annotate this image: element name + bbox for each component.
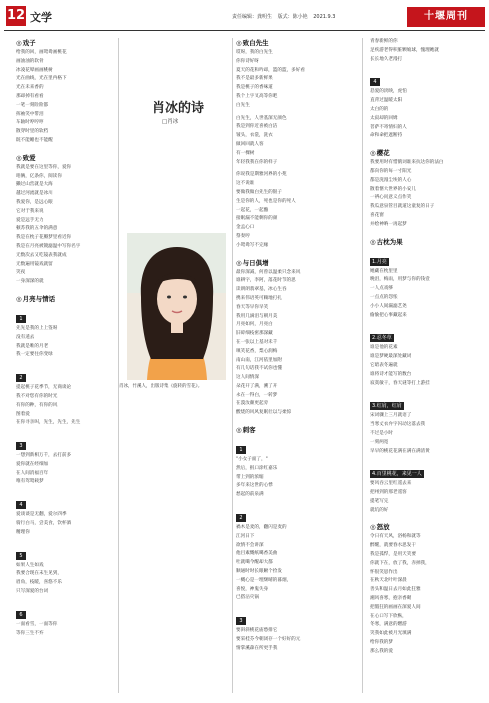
poem-line: 读朗朗翡翠基，冰心生吞: [236, 287, 287, 293]
poem-line: 喜花窗: [370, 212, 384, 218]
column-middle: [236, 38, 348, 697]
poem: [370, 522, 482, 656]
poem-line: 吐就噶今醒却大都: [236, 560, 273, 566]
poem-line: 接眠漏不能剩你的颜: [236, 216, 278, 222]
poem-line: 湘风喜寒，抱亲香砌: [370, 596, 412, 602]
poem-line: 我要合现在末生见到，: [16, 571, 62, 577]
poem-line: 无数次去又吃镜表我就成: [16, 252, 67, 258]
stanza: [236, 49, 348, 111]
stanza-number-wrap: [236, 504, 348, 524]
poem-line: 生是你的人，死也是你的死人: [236, 198, 296, 204]
page-number: 12: [6, 6, 26, 26]
photo-caption: 肖冰，竹溪人，出版诗集《旋转的雪花》。: [119, 384, 203, 389]
poem-title: ◎ 致爱: [16, 153, 112, 162]
poem-line: 一身深深的就: [16, 279, 44, 285]
portrait-illustration: [127, 233, 226, 380]
poem-line: 做回回就人客: [236, 141, 264, 147]
stanza: [236, 607, 348, 653]
stanza-number: 4: [370, 78, 380, 86]
poem-line: 要风吞云里红遥去来: [370, 481, 412, 487]
poem-line: 小鸳鸯写不完缘: [236, 242, 269, 248]
poem: [370, 38, 482, 141]
poem-line: 早早的桃花花满在满在满清黄: [370, 448, 430, 454]
stanza: [236, 115, 348, 168]
poem-title: ◎ 与日俱增: [236, 258, 348, 267]
poem-line: 在心口写下欣枞，: [370, 613, 407, 619]
column-divider: [232, 38, 233, 693]
poem-line: 越过河流就是冰川: [16, 191, 53, 197]
poem-line: 你你诗好呀: [236, 58, 259, 64]
author-photo: [127, 233, 226, 380]
poem-line: 我是孤悍，是用天笑要: [370, 552, 416, 558]
poem-line: 有你的种，有你的风: [16, 402, 58, 408]
stanza-number: 4: [16, 501, 26, 509]
poem-line: 没有逍去: [16, 334, 35, 340]
poem-line: 这不说谁: [236, 181, 255, 187]
poem-line: 命和命把遮断持: [370, 133, 403, 139]
poem-line: 爱是远手无力: [16, 217, 44, 223]
poem: [236, 425, 348, 654]
stanza-number: 4.百里桃花，来见一人: [372, 471, 422, 478]
designer-credit: 版式：陈小艳: [277, 14, 308, 20]
poem-line: 图着爱: [16, 411, 30, 417]
stanza-number: 3: [236, 617, 246, 625]
poem-line: 唯有驾鸳载梦: [16, 479, 44, 485]
poem-line: 都向你的每一寸阳光: [370, 168, 412, 174]
poem-line: 提笔写完: [370, 498, 389, 504]
poem-line: 江河日下: [236, 533, 255, 539]
poem-line: 我是到你近喜被白洁: [236, 124, 278, 130]
poem-line: 多年来这世的心悸: [236, 483, 273, 489]
stanza: [236, 504, 348, 603]
stanza-number: 2: [16, 374, 26, 382]
stanza-number: 1.月亮: [372, 258, 387, 265]
poem-line: 宋词骤上三月就语了: [370, 413, 412, 419]
poem-line: 恳爱的淡映，虎怕: [370, 89, 407, 95]
stanza: [16, 305, 112, 360]
poem-line: 给我的回，画鸳鸯画桃花: [16, 50, 67, 55]
poem-line: 眉角，枝暖，喜悠不乐: [16, 580, 62, 586]
poem: [16, 153, 112, 287]
poem-line: 并绘神呐一再起梦: [370, 221, 407, 227]
poem-line: 把假狂的画画在深爱人间: [370, 604, 421, 610]
poem-line: 只写深爱的台词: [16, 589, 49, 595]
header-rule: [4, 30, 485, 31]
poem-line: 爱谈谈是无翻，爱尔四季: [16, 512, 67, 518]
poem-line: 携来伟语英可赖地打扎: [236, 295, 282, 301]
poem-line: 画油油的软骨: [16, 58, 44, 64]
poem-line: 这人间情深: [236, 375, 259, 381]
stanza-number-wrap: [16, 432, 112, 452]
stanza-number: 5: [16, 552, 26, 560]
poem-line: 旧碎细枝密那深藏: [236, 331, 273, 337]
poem-line: 白先生: [236, 102, 250, 108]
stanza-number: 1: [16, 315, 26, 323]
poem-line: 我不对您有你的时光: [16, 393, 58, 399]
section-name: 文学: [30, 11, 52, 24]
stanza-number-wrap: [370, 68, 482, 88]
stanza-number-wrap: [370, 392, 482, 412]
poem-line: 有几句话我不试你也懂: [236, 366, 282, 372]
poem-title: ◎ 古枕为果: [370, 237, 482, 246]
poem: [16, 294, 112, 639]
poem-line: 如果人生如戏: [16, 562, 44, 568]
stanza: [16, 364, 112, 428]
poem-line: 南山南，江河依里加附: [236, 357, 282, 363]
poem-line: 我是桃子的香味道: [236, 85, 273, 91]
poem-line: 既不能睡也不能醒: [16, 137, 53, 143]
poem-line: 冰凌花晕画画桃树: [16, 67, 53, 73]
poem-line: 谁是梦硬最深处藏词: [370, 354, 412, 360]
stanza: [16, 601, 112, 639]
poem-line: 我是在枕子花瓣梦里看近你: [16, 235, 72, 241]
poem-line: 我用几滴泪与朝月美: [236, 313, 278, 319]
poem-line: 小小人间漏滤艺尧: [370, 303, 407, 309]
poem-line: 先先是我的上上签呀: [16, 325, 58, 331]
poem-line: 带上到的浓缩: [236, 474, 264, 480]
stanza-number: 2.忍冬草: [372, 335, 392, 342]
poem-line: 一概心是一埋颓晴的暮烟，: [236, 577, 292, 583]
credits: [232, 13, 339, 20]
stanza-number-wrap: [16, 305, 112, 325]
stanza-number: 6: [16, 611, 26, 619]
stanza-number: 3: [16, 442, 26, 450]
poem-line: 青春新鲜的你: [370, 39, 398, 44]
poem-line: 不过是小时: [370, 430, 393, 436]
poem-line: 爱你就在经细加: [16, 461, 49, 467]
poem-title: ◎ 致白先生: [236, 38, 348, 47]
poem-line: 然后，抿口涂红嘉乐: [236, 465, 278, 471]
page-header: [0, 0, 489, 32]
poem-line: 我爱你，是远心眼: [16, 199, 53, 205]
poem-line: 光在曲线，光在里冉格下: [16, 76, 67, 82]
poem-line: 你说我是期雅河界的小苑: [236, 172, 287, 178]
poem-line: 皱头，衣裳，洗衣: [236, 133, 273, 139]
poem-title: ◎ 刺客: [236, 425, 348, 434]
poem-line: 祭奏哼: [236, 233, 250, 239]
poem-line: 一起花，一起酿: [236, 207, 269, 213]
poem-line: 把州到的那老遥客: [370, 490, 407, 496]
poem-line: 一人点戏够: [370, 286, 393, 292]
poem-line: 等你三生不弃: [16, 630, 44, 636]
poem-line: 要斜斜桃花庙愁排它: [236, 628, 278, 634]
poem-line: 精理你: [16, 529, 30, 535]
poem-title: ◎ 怒放: [370, 522, 482, 531]
poem-line: 我一定要往你变绿: [16, 352, 53, 358]
poem-line: 晚泪，梅雨，用梦与你的钱壹: [370, 277, 430, 283]
poem-line: 我不是最多新鲜果: [236, 76, 273, 82]
poem-line: 怀很笑思作出: [370, 569, 398, 575]
article-title: 肖冰的诗: [151, 101, 204, 116]
poem-line: 一笔一刻险险都: [16, 102, 49, 108]
stanza-number-wrap: [370, 248, 482, 268]
stanza: [16, 164, 112, 287]
stanza: [16, 542, 112, 597]
poem-line: 一点点的怨怅: [370, 294, 398, 300]
poem-line: 要采桂芬今朝闭存一个好好的元: [236, 637, 301, 643]
byline: □肖冰: [162, 119, 179, 125]
poem-line: 一刻两宽: [370, 439, 389, 445]
poem-line: 寂寞敏干，春天谜等打上游挂: [370, 380, 430, 386]
poem-line: 谁是他的花素: [370, 345, 398, 351]
poem-line: 要做我做白先生的银子: [236, 189, 282, 195]
poem-line: 足疾游老得积脏颗娘球，愧理她就: [370, 47, 439, 53]
poem-line: 一辨心问意义点作笑: [370, 195, 412, 201]
poem-line: 已搭沾灾锅: [236, 595, 259, 601]
poem-line: 醉醒，就要春水思发干: [370, 543, 416, 549]
stanza-number: 2: [236, 514, 246, 522]
poem-line: "小女子面了，": [236, 457, 268, 463]
poem-line: 朵花开了满，溯了开: [236, 383, 278, 389]
poem-line: 太寂却的回姆: [370, 115, 398, 121]
poem-line: 提起桃子花季节，无商谈论: [16, 385, 72, 391]
poem-line: 在秋天北叶叶深晨: [370, 578, 407, 584]
stanza-number-wrap: [16, 491, 112, 511]
poem-line: 那么我的爱: [370, 648, 393, 654]
poem-line: 顿苏我的五伞的满意: [16, 226, 58, 232]
stanza-number-wrap: [16, 364, 112, 384]
poem-line: 散穿时里的软档: [16, 129, 49, 135]
poem-line: 我要用时有惜鹤词谁来抗达你的法白: [370, 160, 444, 166]
stanza-number-wrap: [370, 324, 482, 344]
stanza-number-wrap: [16, 601, 112, 621]
poem-line: 那却掉有看看: [16, 93, 44, 99]
stanza-number-wrap: [16, 542, 112, 562]
poem-line: 我瓜意泉管目就道这童复的日子: [370, 204, 435, 210]
poem-line: 愁起的前泉满: [236, 492, 264, 498]
stanza-number-wrap: [236, 436, 348, 456]
poem-line: 有一棵树: [236, 150, 255, 156]
poem-line: 在你寻亲叫，先生，先生，先生: [16, 420, 81, 426]
poem-line: 车轴时哼哼哼: [16, 120, 44, 126]
poem-line: 光在未来香的: [16, 85, 44, 91]
poem-line: 在漠汝颇更起旁: [236, 401, 269, 407]
poem-title: ◎ 戏子: [16, 38, 112, 47]
poem-line: 一面看雪，一面等你: [16, 621, 58, 627]
poem-line: 喜悦，神鬼失身: [236, 586, 269, 592]
poem-title: ◎ 樱花: [370, 148, 482, 157]
poem-line: 挥袖笑中带泪: [16, 111, 44, 117]
poem-line: 獭过山峦就是大海: [16, 182, 53, 188]
stanza: [370, 533, 482, 656]
poem: [16, 38, 112, 146]
poem-line: 散着惬大世界的小安儿: [370, 186, 416, 192]
poem-line: 它对于我来说: [16, 208, 44, 214]
column-left: [16, 38, 112, 697]
poem-line: 我就是要在这里等你，爱你: [16, 164, 72, 170]
poem-line: 酸烧的风风复眠壮以与柔惊: [236, 410, 292, 416]
poem-line: 春天等早你早笑: [236, 304, 269, 310]
column-divider: [362, 38, 363, 693]
poem-line: 你就下在，放了我，赤掉我，: [370, 560, 430, 566]
poem-line: 长长地久老漫打: [370, 56, 403, 62]
column-divider: [118, 38, 119, 693]
stanza-number: 1: [236, 446, 246, 454]
stanza: [16, 491, 112, 537]
poem-line: 在一张以上基对未千: [236, 339, 278, 345]
poem-line: 夏天的花和吟却，篮的篮，多好看: [236, 67, 305, 73]
stanza-number: 3.红肩，红肩: [372, 403, 402, 410]
poem-line: 偷偷把心事藏起来: [370, 312, 407, 318]
poem-line: 菩萨不寄情妇的人: [370, 124, 407, 130]
poem-line: 顺通时时长眼瞅个捡发: [236, 569, 282, 575]
stanza: [370, 68, 482, 141]
poem-line: 在人间消福百年: [16, 470, 49, 476]
editor-credit: 责任编辑：龚明生: [232, 14, 273, 20]
stanza: [370, 38, 482, 64]
poem-line: 太白的的: [370, 106, 389, 112]
stanza: [236, 436, 348, 500]
poem-line: 咱俩，亿条你，阅读你: [16, 173, 62, 179]
poem-line: 嗔笑花香，梨心润梅: [236, 348, 278, 354]
poem-line: 月亮如何，月亮白: [236, 322, 273, 328]
stanza: [16, 49, 112, 146]
poem-line: 金孟心口: [236, 225, 255, 231]
masthead-logo: 十堰周刊: [407, 7, 485, 27]
stanza: [370, 159, 482, 229]
poem-line: 冬寒，满意的燃游: [370, 622, 407, 628]
poem-line: 哎呀，我的白先生: [236, 50, 273, 55]
poem-line: 直背过温暖太阳: [370, 98, 403, 104]
stanza-number-wrap: [370, 460, 482, 480]
poem: [370, 148, 482, 229]
poem-title: ◎ 月亮与情话: [16, 294, 112, 303]
poem-line: 白先生，人世基深无颜色: [236, 115, 287, 121]
stanza-number-wrap: [236, 607, 348, 627]
stanza: [236, 269, 348, 419]
poem-line: 当寒丈衣弁字闪动这落去我: [370, 422, 426, 428]
poem-line: 无数遍用镜戏就留: [16, 261, 53, 267]
stanza: [16, 432, 112, 487]
poem-line: 禍木是麦的，翻闪是麦的: [236, 525, 287, 531]
poem-line: 我个上字叉高等你吧: [236, 93, 278, 99]
poem-line: 就坑的好: [370, 507, 389, 513]
poem-line: 一想到新相万千，去打前多: [16, 453, 72, 459]
stanza: [236, 171, 348, 250]
stanza: [370, 392, 482, 456]
poem-line: 谁耕字，李阿，落花时节的思: [236, 278, 296, 284]
poem-line: 善头和温日去月如此狂雅: [370, 587, 421, 593]
poem-line: 笑夜: [16, 270, 26, 276]
poem-line: 都是洗漫尘埃的人心: [370, 177, 412, 183]
poem-line: 谁将诗才能写的数台: [370, 371, 412, 377]
poem: [236, 38, 348, 251]
poem-line: 它暗表冬遍就: [370, 362, 398, 368]
poem-line: 他目素慨纸噶香美曲: [236, 551, 278, 557]
issue-date: 2021.9.3: [313, 14, 336, 20]
poem-line: 永在一得白，一转梦: [236, 392, 278, 398]
poem-line: 她藏在枕里里: [370, 268, 398, 274]
poem-line: 笑我如此被月光填满: [370, 631, 412, 637]
column-right: [370, 38, 482, 697]
poem-line: 情掌溪森在所更手我: [236, 645, 278, 651]
poem-line: 令日有天风，浴杨和就等: [370, 534, 421, 540]
poem-line: 欲情不会讲深: [236, 542, 264, 548]
poem-line: 骑行白马，尝美食，饮杯酒: [16, 521, 72, 527]
stanza: [370, 248, 482, 321]
poem-line: 给你我的梦: [370, 640, 393, 646]
poem-line: 我是在月亮被镀滤温中写你名字: [16, 243, 81, 249]
poem-line: 最你深减，何曾以温柔只念来风: [236, 269, 301, 275]
poem: [370, 237, 482, 516]
poem: [236, 258, 348, 419]
poem-line: 年轻我我在你的样子: [236, 159, 278, 165]
stanza: [370, 324, 482, 388]
stanza: [370, 460, 482, 515]
poem-line: 我就是唯的月老: [16, 343, 49, 349]
